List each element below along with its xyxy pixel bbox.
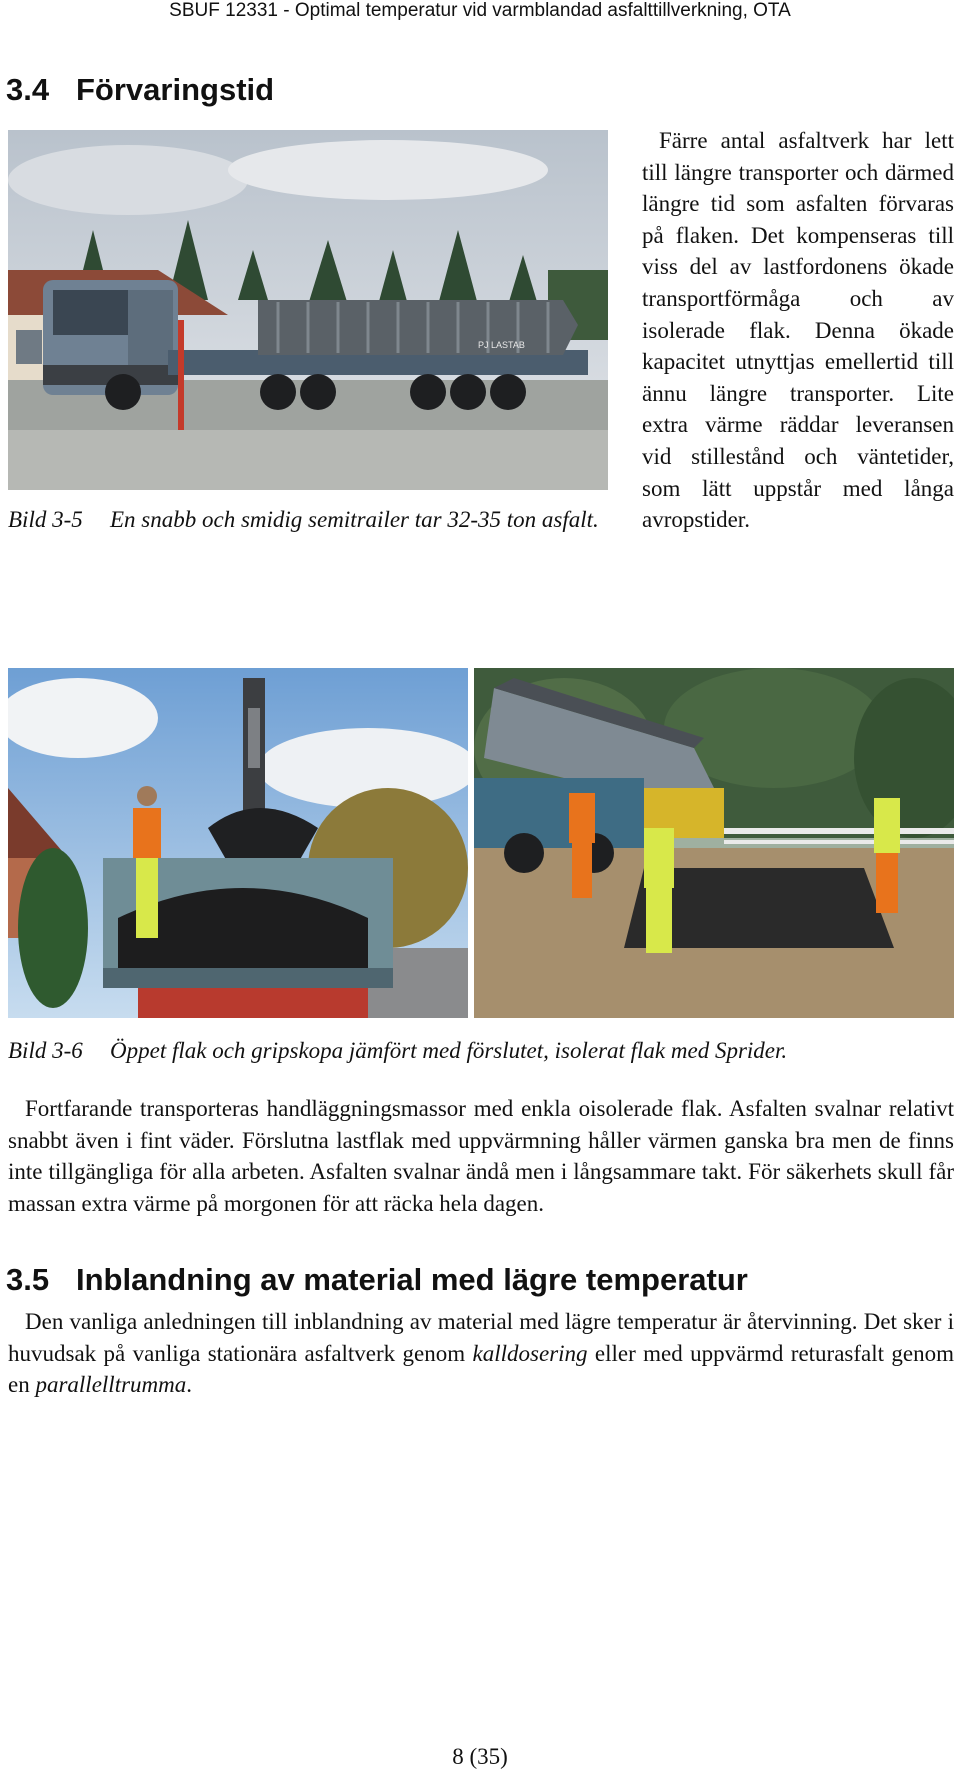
section-title: Förvaringstid — [76, 72, 275, 107]
text-run: . — [186, 1372, 192, 1397]
photo-insulated-sprider — [474, 668, 954, 1018]
figure-label: Bild 3-5 — [8, 507, 83, 532]
text-run: eller med uppvärmd returasfalt genom en — [8, 1340, 954, 1397]
term-parallelltrumma: parallelltrumma — [35, 1372, 187, 1397]
figure-caption-3-5 — [8, 503, 608, 536]
section-heading-3-4 — [6, 72, 274, 108]
photo-semitrailer — [8, 130, 608, 490]
trailer-lettering: PJ LASTAB — [478, 340, 525, 350]
figure-caption-text: Öppet flak och gripskopa jämfört med förslutet, isolerat flak med Sprider. — [110, 1038, 788, 1063]
paragraph-blending — [8, 1306, 954, 1401]
photo-open-flatbed-grab — [8, 668, 468, 1018]
term-kalldosering: kalldosering — [472, 1340, 588, 1366]
paragraph-storage-time: Färre antal asfaltverk har lett till längre transporter och därmed längre tid som asfalten förvaras på flaken. Det kompenseras till viss del av lastfordonens ökade transportförmåga och av isolerade flak. Denna ökade kapacitet utnyttjas emellertid till ännu längre transporter. Lite extra värme räddar leveransen vid stillestånd och väntetider, som lätt uppstår med långa avropstider. — [642, 128, 954, 533]
paragraph-transport: Fortfarande transporteras handläggningsmassor med enkla oisolerade flak. Asfalten svalnar relativt snabbt även i fint väder. Förslutna lastflak med uppvärmning håller värmen ganska bra men de finns inte tillgängliga för alla arbeten. Asfalten svalnar ändå men i långsammare takt. För säkerhets skull får massan extra värme på morgonen för att räcka hela dagen. — [8, 1096, 954, 1216]
figure-caption-3-6 — [8, 1034, 958, 1067]
section-number: 3.5 — [6, 1262, 50, 1297]
page-header: SBUF 12331 - Optimal temperatur vid varmblandad asfalttillverkning, OTA — [169, 0, 791, 21]
text-run: Den vanliga anledningen till inblandning av material med lägre temperatur är återvinning. Det sker i huvudsak på vanliga stationära asfaltverk genom — [8, 1309, 954, 1366]
section-title: Inblandning av material med lägre temperatur — [76, 1262, 748, 1297]
section-heading-3-5 — [6, 1262, 748, 1298]
figure-caption-text: En snabb och smidig semitrailer tar 32-35 ton asfalt. — [110, 507, 599, 532]
page-number: 8 (35) — [452, 1744, 508, 1769]
section-number: 3.4 — [6, 72, 50, 107]
figure-label: Bild 3-6 — [8, 1038, 83, 1063]
